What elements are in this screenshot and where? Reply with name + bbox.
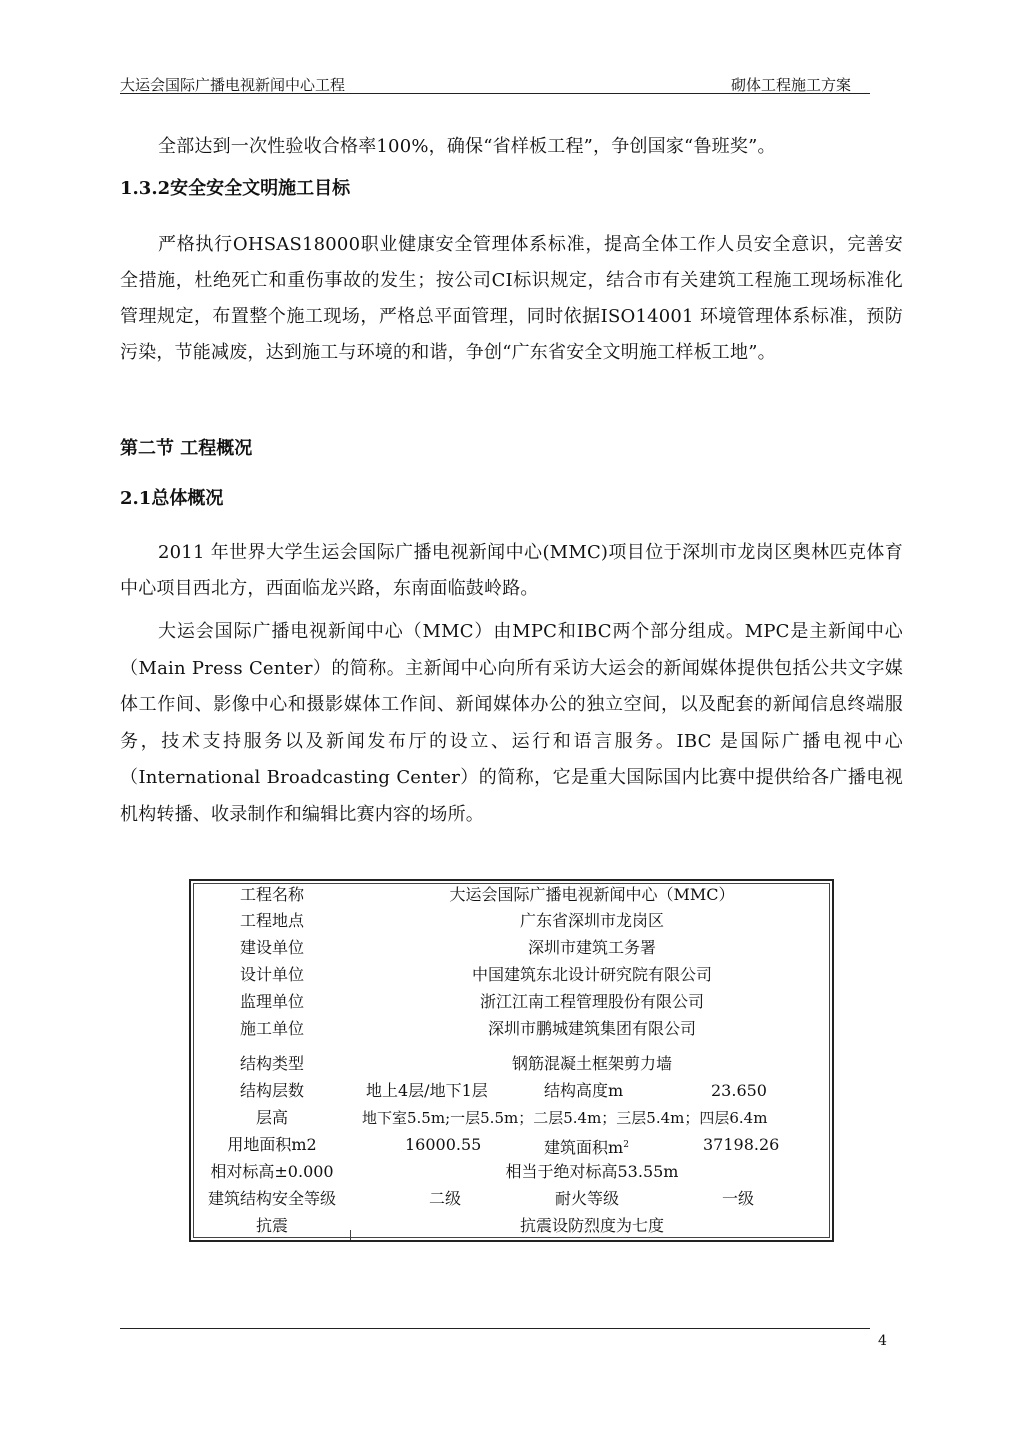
table-row-value: 相当于绝对标高53.55m bbox=[505, 1162, 679, 1181]
building-area-value: 37198.26 bbox=[703, 1135, 780, 1154]
table-row-value: 深圳市鹏城建筑集团有限公司 bbox=[487, 1019, 696, 1038]
table-row-label: 工程名称 bbox=[239, 885, 304, 904]
heading-2-1: 2.1总体概况 bbox=[120, 488, 224, 509]
table-row-label: 层高 bbox=[255, 1108, 288, 1127]
table-row-label: 结构类型 bbox=[239, 1054, 304, 1073]
table-row-label: 施工单位 bbox=[239, 1019, 304, 1038]
table-row-value: 钢筋混凝土框架剪力墙 bbox=[511, 1054, 672, 1073]
storey-height-value: 地下室5.5m;一层5.5m；二层5.4m；三层5.4m；四层6.4m bbox=[362, 1109, 768, 1127]
safety-grade-value: 二级 bbox=[429, 1189, 462, 1208]
table-row-value: 深圳市建筑工务署 bbox=[527, 938, 656, 957]
table-row-value: 中国建筑东北设计研究院有限公司 bbox=[471, 965, 712, 984]
table-row-label: 用地面积m2 bbox=[227, 1135, 317, 1154]
height-label: 结构高度m bbox=[544, 1081, 624, 1100]
fire-rating-value: 一级 bbox=[722, 1189, 755, 1208]
safety-paragraph: 严格执行OHSAS18000职业健康安全管理体系标准，提高全体工作人员安全意识，完善安全措施，杜绝死亡和重伤事故的发生；按公司CI标识规定，结合市有关建筑工程施工现场标准化管理规定，布置整个施工现场，严格总平面管理，同时依据ISO14001 环境管理体系标准，预防污染，节能减废，达到施工与环境的和谐，争创“广东省安全文明施工样板工地”。 bbox=[120, 234, 903, 363]
header-document-title: 大运会国际广播电视新闻中心工程 bbox=[120, 76, 346, 94]
heading-1-3-2: 1.3.2安全安全文明施工目标 bbox=[120, 178, 351, 199]
section-2-title: 第二节 工程概况 bbox=[120, 438, 253, 459]
site-area-value: 16000.55 bbox=[405, 1135, 482, 1154]
table-row-label: 结构层数 bbox=[239, 1081, 304, 1100]
floors-value: 地上4层/地下1层 bbox=[366, 1081, 488, 1100]
table-row-label: 设计单位 bbox=[239, 965, 304, 984]
table-row-label: 工程地点 bbox=[239, 911, 304, 930]
table-row-label: 建设单位 bbox=[239, 938, 304, 957]
location-paragraph: 2011 年世界大学生运会国际广播电视新闻中心(MMC)项目位于深圳市龙岗区奥林匹克体育中心项目西北方，西面临龙兴路，东南面临鼓岭路。 bbox=[120, 542, 903, 599]
table-row-value: 浙江江南工程管理股份有限公司 bbox=[479, 992, 704, 1011]
table-row-value: 大运会国际广播电视新闻中心（MMC） bbox=[449, 885, 735, 904]
fire-rating-label: 耐火等级 bbox=[555, 1189, 620, 1208]
footer-rule bbox=[120, 1328, 870, 1329]
table-row-label: 抗震 bbox=[255, 1216, 288, 1235]
table-row-value: 广东省深圳市龙岗区 bbox=[519, 911, 664, 930]
table-row-label: 相对标高±0.000 bbox=[210, 1162, 334, 1181]
page-number: 4 bbox=[878, 1333, 887, 1349]
building-area-label: 建筑面积$m^2$ bbox=[544, 1138, 629, 1157]
header-section-title: 砌体工程施工方案 bbox=[731, 76, 852, 94]
header-rule bbox=[120, 93, 870, 94]
mmc-paragraph: 大运会国际广播电视新闻中心（MMC）由MPC和IBC两个部分组成。MPC是主新闻中心（Main Press Center）的简称。主新闻中心向所有采访大运会的新闻媒体提供包括公共文字媒体工作间、影像中心和摄影媒体工作间、新闻媒体办公的独立空间，以及配套的新闻信息终端服务，技术支持服务以及新闻发布厅的设立、运行和语言服务。IBC 是国际广播电视中心（International Broadcasting Center）的简称，它是重大国际国内比赛中提供给各广播电视机构转播、收录制作和编辑比赛内容的场所。 bbox=[120, 621, 903, 825]
table-row-label: 建筑结构安全等级 bbox=[207, 1189, 336, 1208]
continuation-paragraph: 全部达到一次性验收合格率100%，确保“省样板工程”，争创国家“鲁班奖”。 bbox=[158, 136, 776, 157]
table-row-label: 监理单位 bbox=[239, 992, 304, 1011]
table-row-value: 抗震设防烈度为七度 bbox=[519, 1216, 664, 1235]
height-value: 23.650 bbox=[711, 1081, 767, 1100]
